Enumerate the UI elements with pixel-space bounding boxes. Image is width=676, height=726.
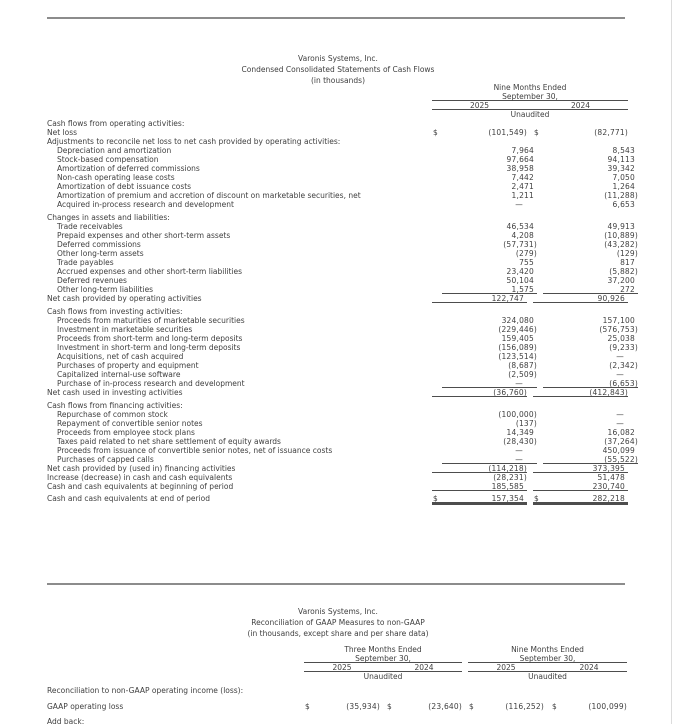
value-text: 2,471	[511, 182, 534, 191]
value-cell	[543, 285, 638, 294]
value-cell	[442, 361, 537, 370]
row-label: Reconciliation to non-GAAP operating income (loss):	[47, 686, 244, 695]
value-text: 157,100	[602, 316, 635, 325]
row-label: Proceeds from employee stock plans	[57, 428, 195, 437]
value-text: 46,534	[506, 222, 534, 231]
table-row	[47, 361, 638, 370]
table-row	[47, 155, 635, 164]
year-label: 2025	[496, 663, 516, 672]
table-row	[47, 128, 628, 137]
row-label: Capitalized internal-use software	[57, 370, 181, 379]
value-cell	[543, 361, 638, 370]
value-text: 7,964	[511, 146, 534, 155]
value-cell	[432, 464, 527, 473]
value-text: 90,926	[597, 294, 625, 303]
value-cell	[304, 702, 380, 711]
value-cell	[432, 294, 527, 303]
row-label: Accrued expenses and other short-term liabilities	[57, 267, 243, 276]
row-label: Repayment of convertible senior notes	[57, 419, 203, 428]
table-row	[47, 686, 627, 695]
table-row	[47, 352, 628, 361]
period-line2: September 30,	[468, 654, 627, 663]
value-text: (23,640)	[428, 702, 462, 711]
table-row	[47, 717, 627, 726]
value-cell	[533, 473, 628, 482]
value-text: (279)	[515, 249, 537, 258]
value-cell	[442, 325, 537, 334]
statement-subtitle: Reconciliation of GAAP Measures to non-GAAP	[251, 618, 425, 627]
value-cell	[442, 410, 537, 419]
table-row	[47, 343, 638, 352]
table-row	[47, 222, 635, 231]
value-cell	[533, 294, 628, 303]
row-label: Acquired in-process research and development	[57, 200, 234, 209]
value-text: (10,889)	[604, 231, 638, 240]
dollar-sign: $	[433, 494, 438, 503]
value-cell	[543, 343, 638, 352]
row-label: Prepaid expenses and other short-term assets	[57, 231, 231, 240]
value-text: 373,395	[592, 464, 625, 473]
table-row	[47, 410, 628, 419]
value-cell	[442, 428, 537, 437]
period-years	[468, 663, 627, 672]
row-label: Proceeds from short-term and long-term deposits	[57, 334, 243, 343]
table-row	[47, 119, 628, 128]
table-row	[47, 191, 638, 200]
value-text: 6,653	[612, 200, 635, 209]
value-cell	[442, 334, 537, 343]
value-text: —	[616, 370, 624, 379]
value-cell	[442, 200, 537, 209]
value-text: 272	[620, 285, 635, 294]
table-row	[47, 294, 628, 303]
value-cell	[442, 267, 537, 276]
value-text: 49,913	[607, 222, 635, 231]
table-row	[47, 437, 638, 446]
value-text: 94,113	[607, 155, 635, 164]
value-cell	[442, 222, 537, 231]
table-row	[47, 388, 628, 397]
value-cell	[543, 200, 638, 209]
value-cell	[442, 164, 537, 173]
row-label: Purchases of property and equipment	[57, 361, 199, 370]
top-divider	[47, 17, 625, 19]
value-cell	[533, 388, 628, 397]
value-text: (2,509)	[508, 370, 537, 379]
unaudited-label: Unaudited	[363, 672, 403, 681]
row-label: Add back:	[47, 717, 85, 726]
value-cell	[543, 455, 638, 464]
table-row	[47, 173, 635, 182]
value-cell	[543, 352, 638, 361]
value-text: 122,747	[491, 294, 524, 303]
table-row	[47, 334, 635, 343]
value-text: 16,082	[607, 428, 635, 437]
table-row	[47, 370, 628, 379]
value-text: (116,252)	[505, 702, 544, 711]
table-row	[47, 182, 635, 191]
dollar-sign: $	[534, 494, 539, 503]
period-header	[468, 645, 627, 681]
unaudited-label: Unaudited	[510, 110, 550, 119]
value-cell	[432, 128, 527, 137]
table-row	[47, 482, 628, 491]
value-cell	[543, 428, 638, 437]
row-label: Taxes paid related to net share settlement of equity awards	[57, 437, 281, 446]
table-row	[47, 702, 627, 711]
section-divider	[47, 583, 625, 585]
value-cell	[543, 316, 638, 325]
row-label: Net loss	[47, 128, 78, 137]
value-cell	[543, 155, 638, 164]
value-cell	[442, 343, 537, 352]
row-label: Purchases of capped calls	[57, 455, 154, 464]
value-cell	[442, 379, 537, 388]
value-text: 37,200	[607, 276, 635, 285]
statement1-header	[0, 53, 676, 86]
row-label: Repurchase of common stock	[57, 410, 168, 419]
year-label: 2024	[579, 663, 599, 672]
value-text: (35,934)	[346, 702, 380, 711]
year-label: 2025	[332, 663, 352, 672]
table-row	[47, 267, 638, 276]
row-label: Adjustments to reconcile net loss to net cash provided by operating activities:	[47, 137, 341, 146]
value-cell	[442, 249, 537, 258]
value-cell	[543, 334, 638, 343]
value-cell	[442, 182, 537, 191]
dollar-sign: $	[534, 128, 539, 137]
statement2-header	[0, 606, 676, 639]
table-row	[47, 428, 635, 437]
row-label: Proceeds from maturities of marketable securities	[57, 316, 245, 325]
row-label: Trade receivables	[57, 222, 123, 231]
row-label: Deferred revenues	[57, 276, 127, 285]
table-row	[47, 455, 638, 464]
table-row	[47, 446, 635, 455]
table-row	[47, 200, 635, 209]
dollar-sign: $	[305, 702, 310, 711]
row-label: Cash flows from investing activities:	[47, 307, 183, 316]
value-text: 817	[620, 258, 635, 267]
dollar-sign: $	[552, 702, 557, 711]
table-row	[47, 258, 635, 267]
value-cell	[533, 494, 628, 503]
value-cell	[543, 173, 638, 182]
value-text: 159,405	[501, 334, 534, 343]
period-line1: Nine Months Ended	[493, 83, 567, 92]
value-text: (28,231)	[493, 473, 527, 482]
value-text: —	[616, 410, 624, 419]
table-row	[47, 307, 628, 316]
page-right-edge	[671, 0, 672, 724]
value-cell	[551, 702, 627, 711]
value-cell	[432, 473, 527, 482]
value-cell	[432, 494, 527, 503]
row-label: Trade payables	[57, 258, 114, 267]
value-text: —	[515, 379, 523, 388]
table-row	[47, 240, 638, 249]
value-cell	[533, 482, 628, 491]
value-cell	[386, 702, 462, 711]
row-label: Other long-term liabilities	[57, 285, 154, 294]
value-text: (8,687)	[508, 361, 537, 370]
statement-title: Varonis Systems, Inc.	[298, 54, 378, 63]
value-cell	[442, 316, 537, 325]
value-text: (36,760)	[493, 388, 527, 397]
table-row	[47, 419, 628, 428]
row-label: Stock-based compensation	[57, 155, 159, 164]
value-cell	[543, 379, 638, 388]
table-row	[47, 473, 628, 482]
period-line2: September 30,	[432, 92, 628, 101]
value-cell	[432, 388, 527, 397]
value-text: (5,882)	[609, 267, 638, 276]
value-text: 39,342	[607, 164, 635, 173]
table-row	[47, 276, 635, 285]
table-row	[47, 464, 628, 473]
value-text: 450,099	[602, 446, 635, 455]
value-text: (114,218)	[488, 464, 527, 473]
value-text: —	[515, 446, 523, 455]
table-row	[47, 325, 638, 334]
row-label: Other long-term assets	[57, 249, 144, 258]
year-label: 2025	[469, 101, 490, 110]
value-cell	[543, 276, 638, 285]
value-text: (129)	[616, 249, 638, 258]
value-text: —	[515, 200, 523, 209]
row-label: Net cash provided by operating activities	[47, 294, 202, 303]
row-label: Amortization of premium and accretion of discount on marketable securities, net	[57, 191, 361, 200]
period-header	[304, 645, 462, 681]
value-cell	[543, 446, 638, 455]
value-cell	[543, 419, 638, 428]
value-text: (100,099)	[588, 702, 627, 711]
value-text: 25,038	[607, 334, 635, 343]
value-text: 755	[519, 258, 534, 267]
row-label: Deferred commissions	[57, 240, 141, 249]
period-line1: Three Months Ended	[344, 645, 422, 654]
value-text: 97,664	[506, 155, 534, 164]
value-text: 38,958	[506, 164, 534, 173]
table-row	[47, 146, 635, 155]
value-cell	[543, 222, 638, 231]
value-cell	[543, 370, 638, 379]
value-cell	[543, 240, 638, 249]
value-text: (43,282)	[604, 240, 638, 249]
value-text: 185,585	[491, 482, 524, 491]
value-text: (11,288)	[604, 191, 638, 200]
year-label: 2024	[570, 101, 591, 110]
table-row	[47, 316, 635, 325]
value-text: 7,442	[511, 173, 534, 182]
table-row	[47, 285, 635, 294]
value-cell	[543, 146, 638, 155]
value-cell	[468, 702, 544, 711]
value-text: (100,000)	[498, 410, 537, 419]
row-label: Increase (decrease) in cash and cash equivalents	[47, 473, 233, 482]
value-text: (101,549)	[488, 128, 527, 137]
statement-subtitle: Condensed Consolidated Statements of Cash Flows	[241, 65, 435, 74]
reconciliation-table	[47, 683, 627, 726]
period-line1: Nine Months Ended	[511, 645, 584, 654]
value-text: —	[616, 352, 624, 361]
period-line2: September 30,	[304, 654, 462, 663]
value-text: (123,514)	[498, 352, 537, 361]
value-text: 230,740	[592, 482, 625, 491]
value-cell	[543, 267, 638, 276]
value-cell	[543, 231, 638, 240]
value-text: (576,753)	[599, 325, 638, 334]
unaudited-label: Unaudited	[528, 672, 567, 681]
value-cell	[543, 249, 638, 258]
value-text: (6,653)	[609, 379, 638, 388]
row-label: Cash flows from operating activities:	[47, 119, 185, 128]
value-cell	[442, 437, 537, 446]
period-header-group	[304, 645, 627, 681]
value-text: 14,349	[506, 428, 534, 437]
value-text: (37,264)	[604, 437, 638, 446]
row-label: Amortization of debt issuance costs	[57, 182, 192, 191]
value-text: 1,264	[612, 182, 635, 191]
row-label: Acquisitions, net of cash acquired	[57, 352, 184, 361]
row-label: Changes in assets and liabilities:	[47, 213, 170, 222]
value-cell	[442, 370, 537, 379]
dollar-sign: $	[433, 128, 438, 137]
value-text: 1,211	[511, 191, 534, 200]
value-cell	[442, 231, 537, 240]
value-cell	[442, 446, 537, 455]
value-cell	[442, 146, 537, 155]
table-row	[47, 249, 638, 258]
period-header	[432, 83, 628, 119]
year-label: 2024	[414, 663, 434, 672]
row-label: Investment in short-term and long-term deposits	[57, 343, 241, 352]
value-cell	[543, 410, 638, 419]
statement-title: Varonis Systems, Inc.	[298, 607, 378, 616]
value-text: 51,478	[597, 473, 625, 482]
value-text: (28,430)	[503, 437, 537, 446]
value-cell	[543, 191, 638, 200]
value-cell	[543, 182, 638, 191]
value-text: (82,771)	[594, 128, 628, 137]
value-cell	[442, 352, 537, 361]
value-cell	[543, 437, 638, 446]
value-cell	[533, 464, 628, 473]
row-label: Non-cash operating lease costs	[57, 173, 175, 182]
table-row	[47, 494, 628, 503]
value-text: —	[616, 419, 624, 428]
row-label: Net cash provided by (used in) financing activities	[47, 464, 236, 473]
value-text: 324,080	[501, 316, 534, 325]
value-cell	[442, 258, 537, 267]
value-cell	[442, 285, 537, 294]
table-row	[47, 401, 628, 410]
value-cell	[543, 325, 638, 334]
row-label: Cash and cash equivalents at end of period	[47, 494, 211, 503]
period-years	[304, 663, 462, 672]
value-text: 8,543	[612, 146, 635, 155]
value-text: (137)	[515, 419, 537, 428]
value-cell	[442, 191, 537, 200]
value-text: 50,104	[506, 276, 534, 285]
statement-note: (in thousands)	[310, 76, 366, 85]
value-text: (55,522)	[604, 455, 638, 464]
cashflow-table	[47, 119, 638, 503]
row-label: Amortization of deferred commissions	[57, 164, 200, 173]
table-row	[47, 379, 638, 388]
value-cell	[442, 240, 537, 249]
dollar-sign: $	[469, 702, 474, 711]
value-cell	[442, 419, 537, 428]
table-row	[47, 213, 628, 222]
value-cell	[543, 164, 638, 173]
row-label: Net cash used in investing activities	[47, 388, 183, 397]
table-row	[47, 164, 635, 173]
value-text: 4,208	[511, 231, 534, 240]
row-label: Cash flows from financing activities:	[47, 401, 183, 410]
value-text: 7,050	[612, 173, 635, 182]
row-label: Depreciation and amortization	[57, 146, 172, 155]
value-cell	[533, 128, 628, 137]
value-text: (9,233)	[609, 343, 638, 352]
value-text: 1,575	[511, 285, 534, 294]
value-cell	[442, 173, 537, 182]
statement-note: (in thousands, except share and per share data)	[247, 629, 429, 638]
period-years	[432, 101, 628, 110]
row-label: Investment in marketable securities	[57, 325, 193, 334]
value-cell	[543, 258, 638, 267]
value-text: 282,218	[592, 494, 625, 503]
dollar-sign: $	[387, 702, 392, 711]
table-row	[47, 137, 628, 146]
value-text: (412,843)	[589, 388, 628, 397]
value-text: (57,731)	[503, 240, 537, 249]
value-cell	[442, 276, 537, 285]
value-text: 157,354	[491, 494, 524, 503]
value-text: —	[515, 455, 523, 464]
value-text: (156,089)	[498, 343, 537, 352]
value-cell	[442, 155, 537, 164]
row-label: Purchase of in-process research and development	[57, 379, 245, 388]
value-cell	[432, 482, 527, 491]
value-cell	[442, 455, 537, 464]
value-text: (229,446)	[498, 325, 537, 334]
value-text: 23,420	[506, 267, 534, 276]
row-label: Proceeds from issuance of convertible senior notes, net of issuance costs	[57, 446, 333, 455]
table-row	[47, 231, 638, 240]
row-label: Cash and cash equivalents at beginning of period	[47, 482, 234, 491]
value-text: (2,342)	[609, 361, 638, 370]
row-label: GAAP operating loss	[47, 702, 124, 711]
